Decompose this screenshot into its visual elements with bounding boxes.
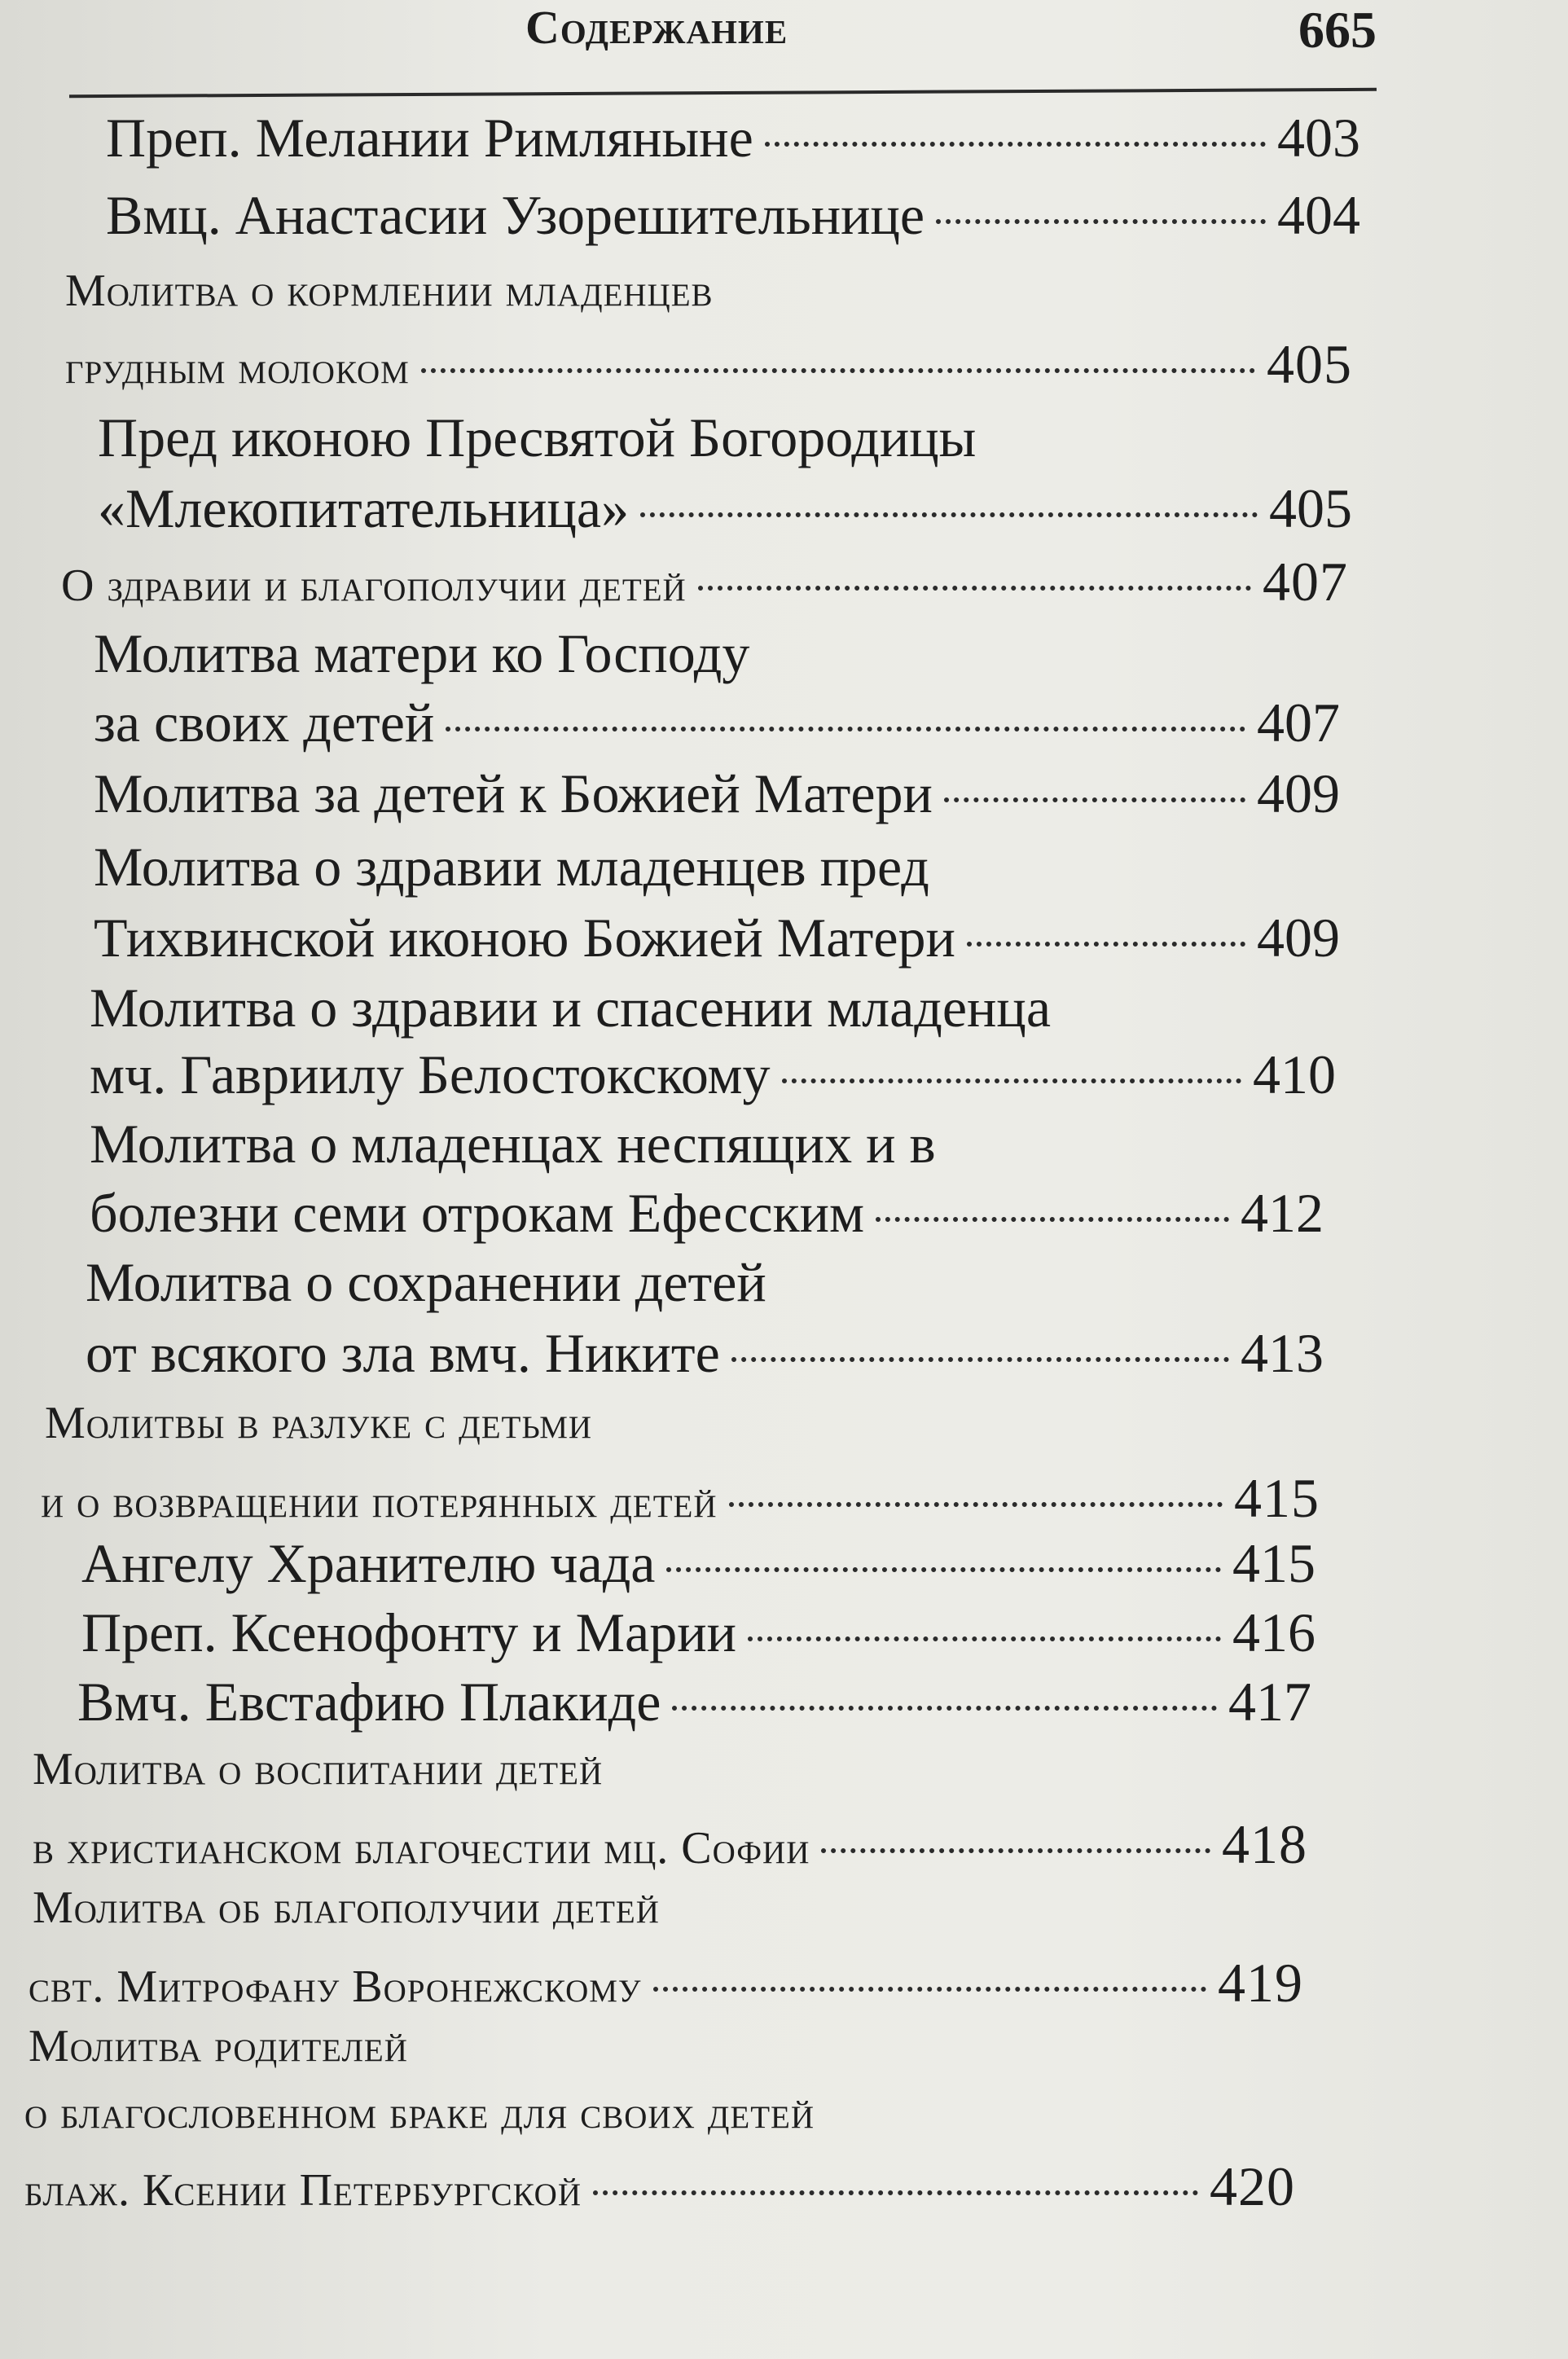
toc-leader-dots [421, 368, 1255, 373]
toc-entry [81, 1601, 1315, 1665]
toc-entry-text: свт. Митрофану Воронежскому [29, 1961, 642, 2012]
toc-entry-page: 412 [1241, 1182, 1324, 1244]
header-title: Содержание [525, 1, 788, 54]
toc-leader-dots [765, 142, 1266, 147]
toc-section-entry [41, 1466, 1320, 1531]
toc-section-entry [65, 332, 1352, 397]
toc-entry [98, 477, 1352, 541]
toc-entry-page: 418 [1222, 1813, 1307, 1875]
toc-leader-dots [653, 1987, 1206, 1992]
toc-section-entry [45, 1397, 592, 1449]
toc-entry [90, 1112, 936, 1176]
toc-entry-text: Тихвинской иконою Божией Матери [94, 907, 955, 969]
toc-entry-text: Молитвы в разлуке с детьми [45, 1398, 593, 1448]
toc-leader-dots [672, 1706, 1217, 1711]
toc-entry-page: 403 [1277, 107, 1360, 169]
toc-entry [90, 1181, 1324, 1245]
toc-entry-text: О здравии и благополучии детей [61, 560, 687, 611]
toc-entry-text: Молитва о кормлении младенцев [65, 266, 714, 316]
toc-entry-text: Молитва о здравии младенцев пред [94, 836, 929, 898]
toc-entry-text: Молитва матери ко Господу [94, 622, 750, 684]
header-page-number: 665 [1298, 1, 1377, 59]
toc-entry-text: Пред иконою Пресвятой Богородицы [98, 406, 977, 468]
toc-entry-page: 410 [1253, 1043, 1336, 1105]
toc-entry [77, 1670, 1311, 1734]
toc-section-entry [33, 1743, 603, 1795]
toc-section-entry [33, 1882, 660, 1934]
toc-section-entry [24, 2155, 1295, 2219]
toc-entry-text: Молитва о здравии и спасении младенца [90, 977, 1052, 1039]
toc-section-entry [65, 265, 714, 317]
toc-entry [94, 691, 1340, 755]
toc-leader-dots [446, 727, 1245, 731]
toc-entry-text: за своих детей [94, 692, 435, 753]
toc-entry-text: блаж. Ксении Петербургской [24, 2165, 582, 2216]
toc-entry-text: болезни семи отрокам Ефесским [90, 1182, 865, 1244]
toc-entry [90, 976, 1051, 1040]
toc-entry-page: 405 [1267, 333, 1352, 395]
toc-entry-text: грудным молоком [65, 343, 410, 393]
toc-entry-text: Молитва о сохранении детей [86, 1251, 766, 1313]
toc-leader-dots [821, 1848, 1210, 1853]
toc-entry-page: 415 [1234, 1467, 1320, 1529]
toc-entry-text: мч. Гавриилу Белостокскому [90, 1043, 771, 1105]
toc-section-entry [61, 550, 1348, 614]
toc-entry-page: 419 [1218, 1952, 1303, 2014]
toc-entry [86, 1250, 766, 1315]
toc-leader-dots [936, 219, 1266, 224]
toc-entry-text: Молитва за детей к Божией Матери [94, 762, 933, 824]
toc-entry [106, 106, 1360, 170]
toc-entry [81, 1531, 1315, 1596]
toc-leader-dots [944, 797, 1245, 802]
toc-entry-page: 407 [1263, 551, 1348, 613]
toc-entry [94, 762, 1340, 826]
toc-entry-text: Ангелу Хранителю чада [81, 1532, 656, 1594]
toc-entry [90, 1043, 1336, 1107]
toc-entry-page: 417 [1228, 1671, 1311, 1733]
toc-leader-dots [698, 586, 1251, 591]
toc-entry-text: от всякого зла вмч. Никите [86, 1322, 720, 1384]
toc-entry-page: 409 [1257, 907, 1340, 969]
toc-entry-text: Вмч. Евстафию Плакиде [77, 1671, 661, 1733]
toc-entry-text: Молитва о воспитании детей [33, 1744, 604, 1795]
toc-entry-text: Молитва об благополучии детей [33, 1882, 660, 1933]
toc-entry [94, 622, 749, 686]
toc-entry-page: 415 [1232, 1532, 1315, 1594]
toc-section-entry [33, 1812, 1307, 1877]
toc-entry-page: 413 [1241, 1322, 1324, 1384]
toc-entry [94, 906, 1340, 970]
toc-leader-dots [782, 1078, 1241, 1083]
toc-leader-dots [640, 512, 1258, 517]
toc-leader-dots [876, 1217, 1229, 1222]
toc-section-entry [29, 2020, 408, 2072]
toc-entry [106, 183, 1360, 248]
toc-entry-page: 420 [1210, 2155, 1295, 2217]
toc-leader-dots [748, 1636, 1221, 1641]
toc-leader-dots [593, 2190, 1198, 2195]
toc-entry-text: Молитва о младенцах неспящих и в [90, 1113, 936, 1175]
toc-section-entry [29, 1951, 1303, 2015]
toc-entry-text: Вмц. Анастасии Узорешительнице [106, 184, 925, 246]
toc-entry-page: 409 [1257, 762, 1340, 824]
toc-entry-text: в христианском благочестии мц. Софии [33, 1823, 810, 1874]
toc-entry-text: Молитва родителей [29, 2021, 408, 2071]
running-header [69, 0, 1377, 90]
toc-leader-dots [967, 942, 1245, 947]
toc-section-entry [24, 2087, 815, 2139]
toc-entry-text: Преп. Мелании Римляныне [106, 107, 753, 169]
toc-entry [86, 1321, 1324, 1386]
toc-leader-dots [666, 1567, 1221, 1572]
toc-leader-dots [729, 1502, 1223, 1507]
toc-entry [98, 406, 976, 470]
toc-entry-text: «Млекопитательница» [98, 477, 630, 539]
toc-leader-dots [731, 1357, 1229, 1362]
toc-entry-text: Преп. Ксенофонту и Марии [81, 1601, 737, 1663]
toc-entry-page: 416 [1232, 1601, 1315, 1663]
toc-entry-page: 407 [1257, 692, 1340, 753]
toc-entry-text: о благословенном браке для своих детей [24, 2088, 815, 2138]
toc-entry-page: 405 [1269, 477, 1352, 539]
toc-entry-page: 404 [1277, 184, 1360, 246]
toc-entry-text: и о возвращении потерянных детей [41, 1477, 718, 1527]
toc-entry [94, 835, 929, 899]
